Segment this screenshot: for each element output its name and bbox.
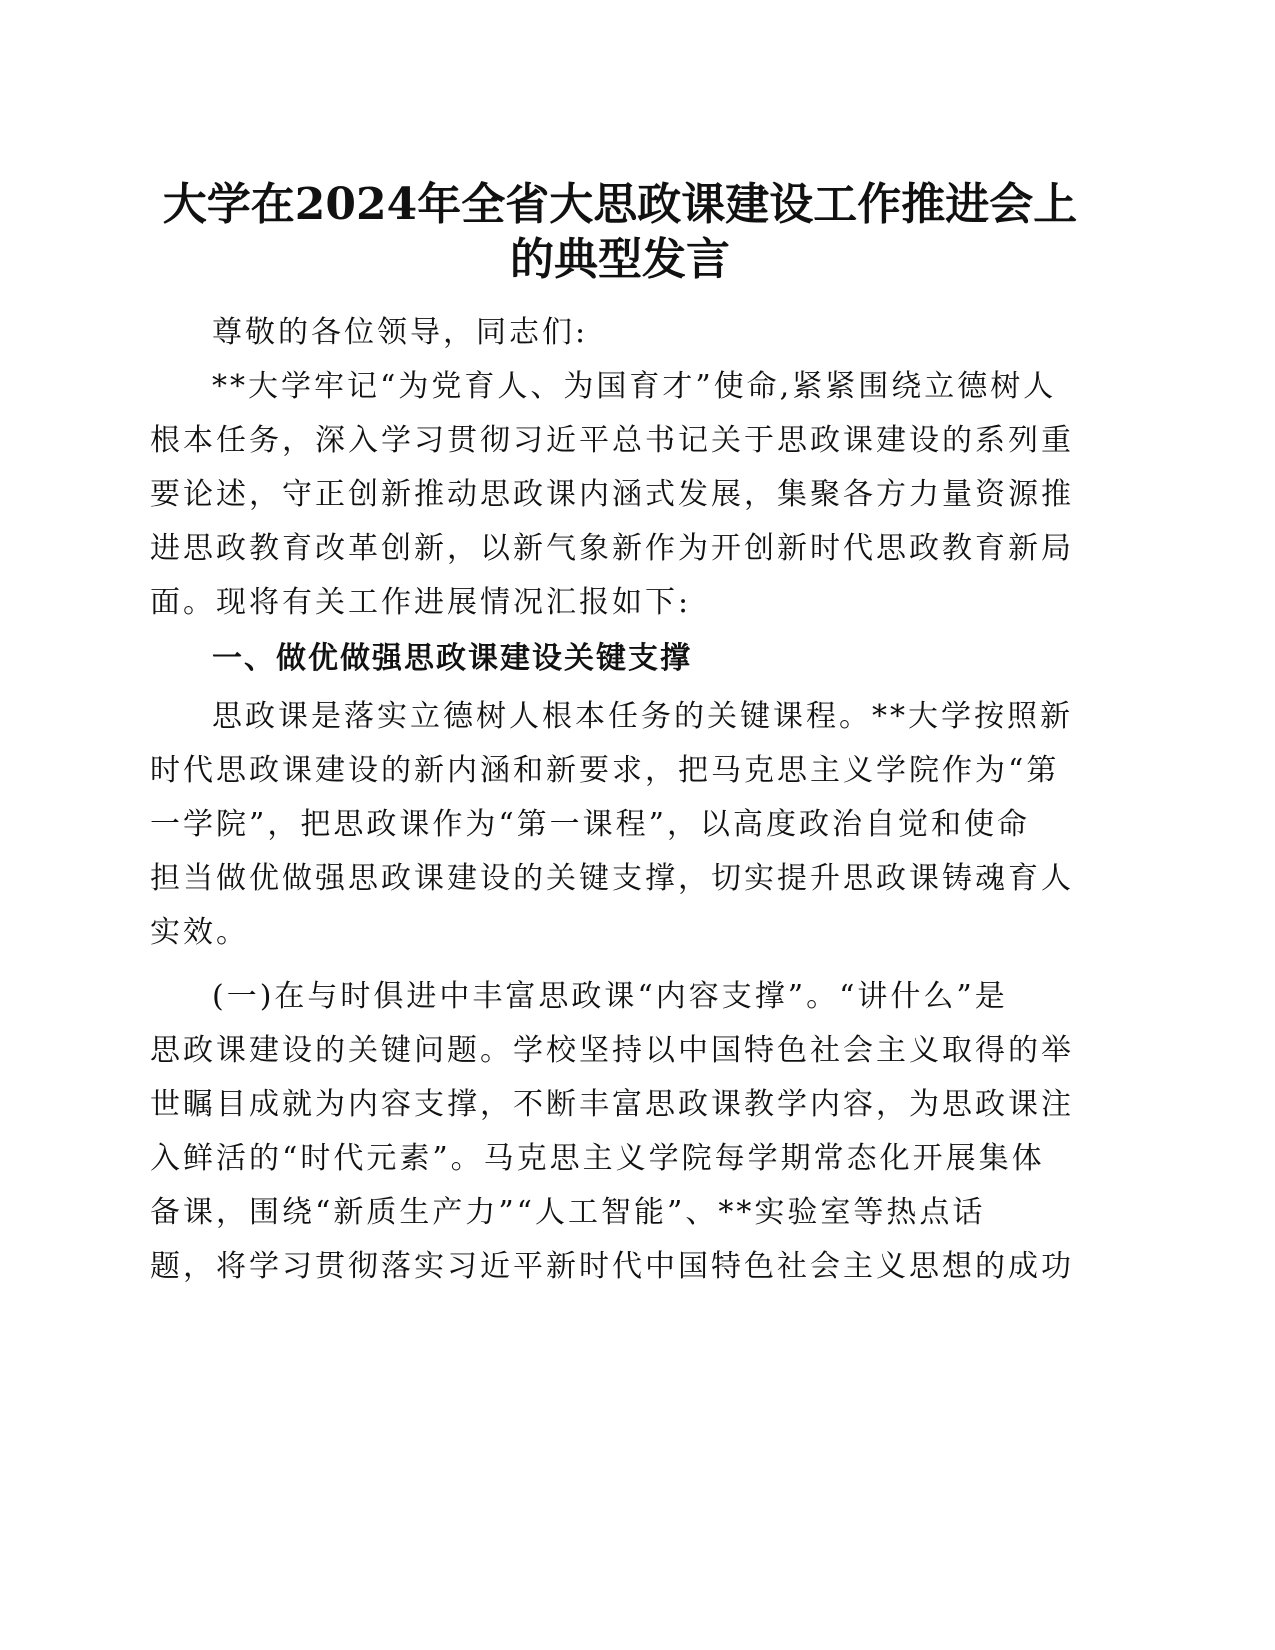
paragraph-line: 世瞩目成就为内容支撑，不断丰富思政课教学内容，为思政课注 bbox=[150, 1087, 1074, 1122]
paragraph-line: 根本任务，深入学习贯彻习近平总书记关于思政课建设的系列重 bbox=[150, 423, 1074, 458]
paragraph-line: 进思政教育改革创新，以新气象新作为开创新时代思政教育新局 bbox=[150, 531, 1074, 566]
paragraph-line: 思政课是落实立德树人根本任务的关键课程。**大学按照新 bbox=[212, 699, 1073, 734]
document-title-line-2: 的典型发言 bbox=[510, 234, 730, 285]
document-title-line-1: 大学在2024年全省大思政课建设工作推进会上 bbox=[162, 179, 1078, 230]
section-heading-1: 一、做优做强思政课建设关键支撑 bbox=[212, 641, 692, 676]
paragraph-line: 备课，围绕“新质生产力”“人工智能”、**实验室等热点话 bbox=[150, 1195, 986, 1230]
subsection-line: (一)在与时俱进中丰富思政课“内容支撑”。“讲什么”是 bbox=[212, 979, 1008, 1014]
paragraph-line: 面。现将有关工作进展情况汇报如下: bbox=[150, 585, 692, 620]
paragraph-line: 思政课建设的关键问题。学校坚持以中国特色社会主义取得的举 bbox=[150, 1033, 1074, 1068]
paragraph-line: 题，将学习贯彻落实习近平新时代中国特色社会主义思想的成功 bbox=[150, 1249, 1074, 1284]
paragraph-line: 一学院”，把思政课作为“第一课程”，以高度政治自觉和使命 bbox=[150, 807, 1031, 842]
paragraph-line: 实效。 bbox=[150, 915, 249, 950]
salutation: 尊敬的各位领导，同志们: bbox=[212, 315, 589, 350]
paragraph-line: 要论述，守正创新推动思政课内涵式发展，集聚各方力量资源推 bbox=[150, 477, 1074, 512]
paragraph-line: **大学牢记“为党育人、为国育才”使命,紧紧围绕立德树人 bbox=[212, 369, 1057, 404]
paragraph-line: 时代思政课建设的新内涵和新要求，把马克思主义学院作为“第 bbox=[150, 753, 1060, 788]
paragraph-line: 担当做优做强思政课建设的关键支撑，切实提升思政课铸魂育人 bbox=[150, 861, 1074, 896]
paragraph-line: 入鲜活的“时代元素”。马克思主义学院每学期常态化开展集体 bbox=[150, 1141, 1045, 1176]
